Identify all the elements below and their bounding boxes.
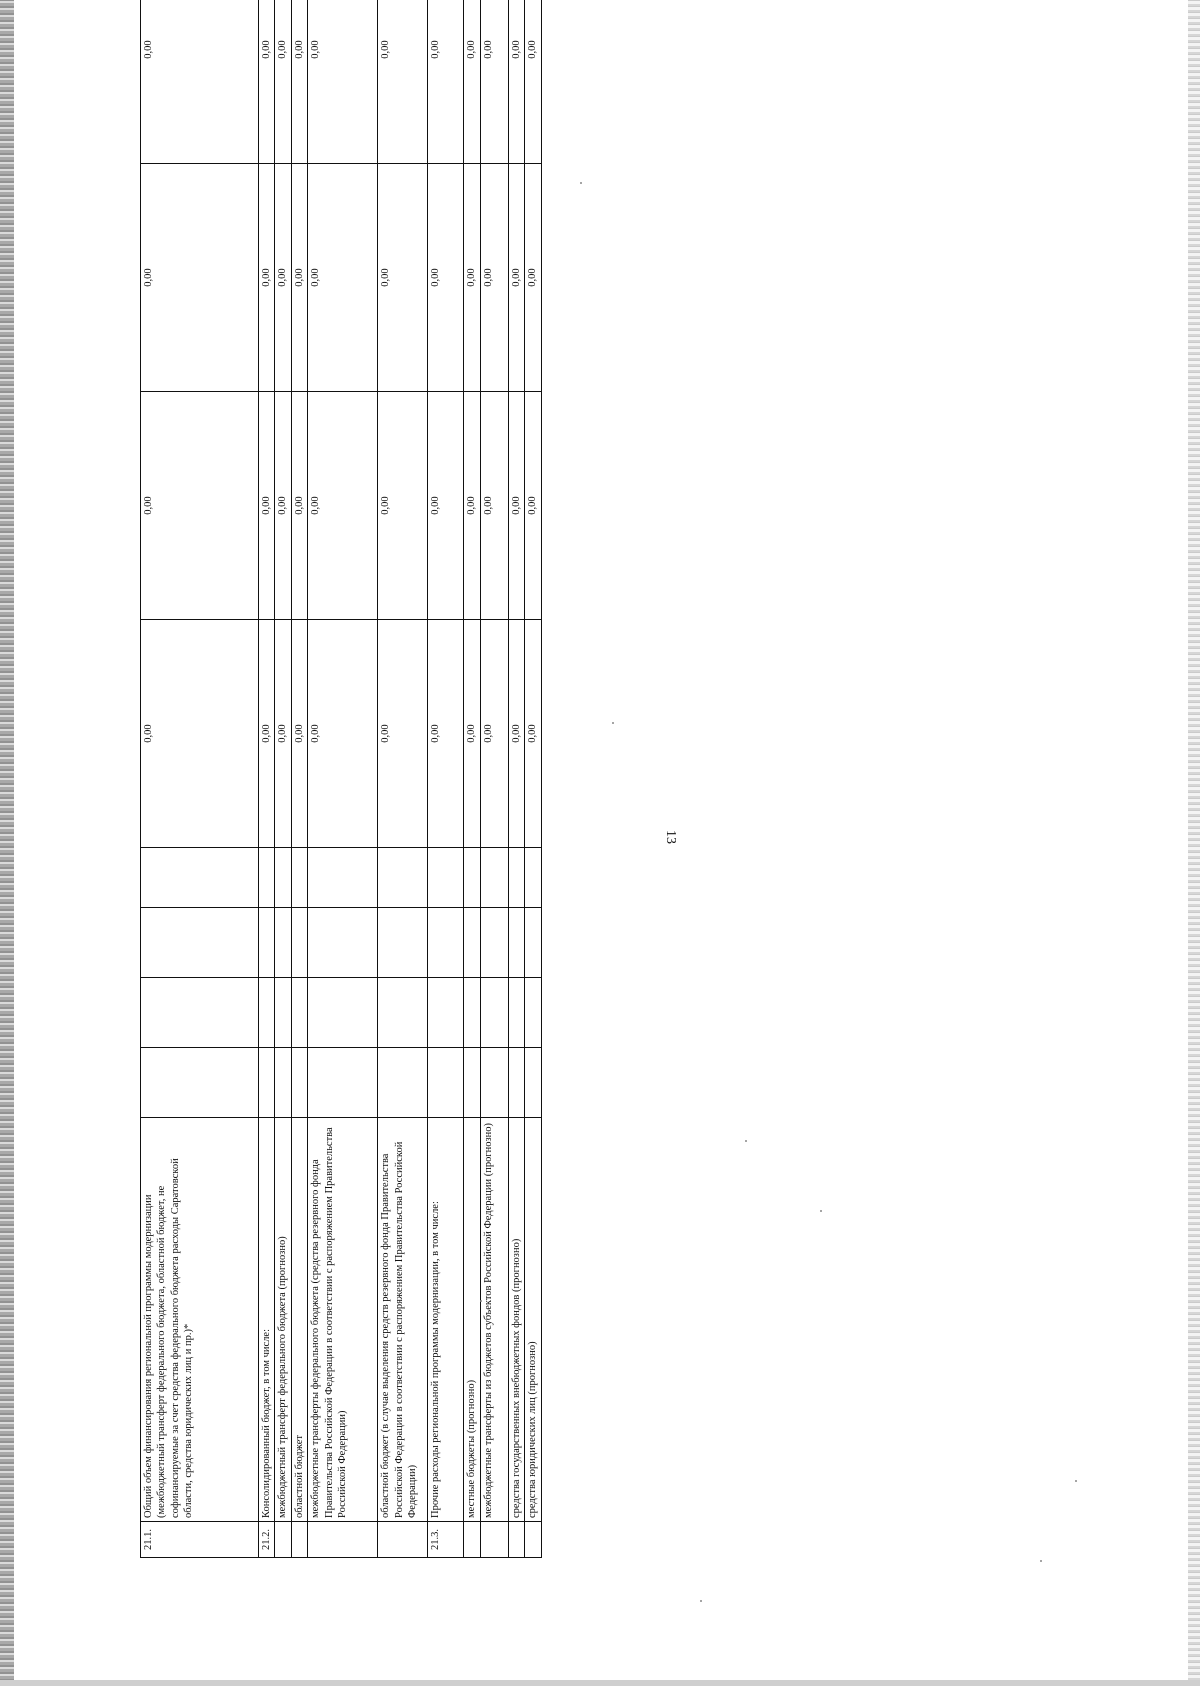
empty-cell (464, 1048, 480, 1118)
table-row (464, 0, 480, 1558)
table-row (291, 0, 307, 1558)
value-cell: 0,00 (428, 0, 464, 164)
empty-cell (291, 1048, 307, 1118)
row-label-cell: Общий объем финансирования региональной программы модернизации (межбюджетный трансферт федерального бюджета, областной бюджет, не софинансируемые за счет средства федерального бюджета расходы Саратовской области, средства юридических лиц и пр.)* (141, 1118, 259, 1522)
value-cell: 0,00 (525, 0, 541, 164)
value-cell: 0,00 (291, 0, 307, 164)
empty-cell (275, 1048, 291, 1118)
empty-cell (428, 1048, 464, 1118)
empty-cell (378, 1048, 428, 1118)
table-row (378, 0, 428, 1558)
empty-cell (480, 908, 508, 978)
empty-cell (141, 978, 259, 1048)
empty-cell (428, 978, 464, 1048)
value-cell: 0,00 (464, 392, 480, 620)
empty-cell (275, 978, 291, 1048)
table-row (141, 0, 259, 1558)
empty-cell (275, 908, 291, 978)
empty-cell (428, 908, 464, 978)
empty-cell (508, 908, 524, 978)
table-row (525, 0, 541, 1558)
empty-cell (291, 978, 307, 1048)
value-cell: 0,00 (480, 620, 508, 848)
value-cell: 0,00 (378, 392, 428, 620)
value-cell: 0,00 (508, 0, 524, 164)
scan-speck (580, 182, 582, 184)
row-number-cell (291, 1522, 307, 1558)
value-cell: 0,00 (480, 0, 508, 164)
empty-cell (259, 848, 275, 908)
row-number-cell (508, 1522, 524, 1558)
value-cell: 0,00 (464, 0, 480, 164)
value-cell: 0,00 (291, 392, 307, 620)
scan-speck (700, 1600, 702, 1602)
empty-cell (480, 1048, 508, 1118)
value-cell: 0,00 (141, 0, 259, 164)
row-number-cell (308, 1522, 378, 1558)
financing-table (140, 0, 542, 1558)
value-cell: 0,00 (308, 0, 378, 164)
row-number-cell (464, 1522, 480, 1558)
value-cell: 0,00 (259, 164, 275, 392)
table-row (259, 0, 275, 1558)
row-label-cell: местные бюджеты (прогнозно) (464, 1118, 480, 1522)
value-cell: 0,00 (275, 164, 291, 392)
value-cell: 0,00 (378, 620, 428, 848)
empty-cell (259, 1048, 275, 1118)
value-cell: 0,00 (275, 620, 291, 848)
row-number-cell (480, 1522, 508, 1558)
value-cell: 0,00 (259, 392, 275, 620)
empty-cell (525, 978, 541, 1048)
row-label-cell: межбюджетные трансферты из бюджетов субъектов Российской Федерации (прогнозно) (480, 1118, 508, 1522)
row-number-cell: 21.3. (428, 1522, 464, 1558)
value-cell: 0,00 (464, 620, 480, 848)
empty-cell (308, 908, 378, 978)
value-cell: 0,00 (308, 620, 378, 848)
value-cell: 0,00 (428, 392, 464, 620)
scan-speck (612, 722, 614, 724)
value-cell: 0,00 (508, 164, 524, 392)
row-label-cell: средства государственных внебюджетных фондов (прогнозно) (508, 1118, 524, 1522)
value-cell: 0,00 (480, 164, 508, 392)
scan-edge-right (1188, 0, 1200, 1686)
empty-cell (480, 978, 508, 1048)
row-number-cell (525, 1522, 541, 1558)
value-cell: 0,00 (378, 164, 428, 392)
row-number-cell: 21.1. (141, 1522, 259, 1558)
empty-cell (291, 908, 307, 978)
empty-cell (141, 908, 259, 978)
empty-cell (308, 978, 378, 1048)
value-cell: 0,00 (525, 392, 541, 620)
row-number-cell: 21.2. (259, 1522, 275, 1558)
value-cell: 0,00 (525, 620, 541, 848)
value-cell: 0,00 (275, 0, 291, 164)
row-label-cell: Прочие расходы региональной программы модернизации, в том числе: (428, 1118, 464, 1522)
scan-speck (820, 1210, 822, 1212)
empty-cell (378, 908, 428, 978)
empty-cell (508, 1048, 524, 1118)
empty-cell (480, 848, 508, 908)
row-number-cell (275, 1522, 291, 1558)
value-cell: 0,00 (508, 620, 524, 848)
value-cell: 0,00 (508, 392, 524, 620)
scan-speck (480, 1300, 482, 1302)
value-cell: 0,00 (141, 392, 259, 620)
value-cell: 0,00 (464, 164, 480, 392)
empty-cell (291, 848, 307, 908)
scan-edge-left (0, 0, 14, 1686)
empty-cell (464, 978, 480, 1048)
empty-cell (464, 908, 480, 978)
empty-cell (259, 908, 275, 978)
empty-cell (378, 978, 428, 1048)
table-row (308, 0, 378, 1558)
empty-cell (378, 848, 428, 908)
empty-cell (508, 978, 524, 1048)
page-number: 13 (663, 830, 678, 844)
row-label-cell: средства юридических лиц (прогнозно) (525, 1118, 541, 1522)
empty-cell (525, 908, 541, 978)
row-label-cell: областной бюджет (в случае выделения средств резервного фонда Правительства Российской Федерации в соответствии с распоряжением Правительства Российской Федерации) (378, 1118, 428, 1522)
value-cell: 0,00 (291, 620, 307, 848)
scan-speck (745, 1140, 747, 1142)
value-cell: 0,00 (291, 164, 307, 392)
table-row (428, 0, 464, 1558)
empty-cell (525, 1048, 541, 1118)
value-cell: 0,00 (259, 620, 275, 848)
value-cell: 0,00 (259, 0, 275, 164)
row-number-cell (378, 1522, 428, 1558)
value-cell: 0,00 (428, 164, 464, 392)
row-label-cell: Консолидированный бюджет, в том числе: (259, 1118, 275, 1522)
empty-cell (464, 848, 480, 908)
empty-cell (508, 848, 524, 908)
table-row (275, 0, 291, 1558)
table-row (480, 0, 508, 1558)
value-cell: 0,00 (275, 392, 291, 620)
value-cell: 0,00 (480, 392, 508, 620)
value-cell: 0,00 (308, 164, 378, 392)
table-row (508, 0, 524, 1558)
empty-cell (525, 848, 541, 908)
scan-speck (1040, 1560, 1042, 1562)
scan-speck (1075, 1480, 1077, 1482)
value-cell: 0,00 (141, 620, 259, 848)
value-cell: 0,00 (428, 620, 464, 848)
financing-table-container (140, 40, 539, 1558)
empty-cell (308, 848, 378, 908)
empty-cell (141, 1048, 259, 1118)
empty-cell (141, 848, 259, 908)
empty-cell (308, 1048, 378, 1118)
row-label-cell: межбюджетные трансферты федерального бюджета (средства резервного фонда Правительства Российской Федерации в соответствии с распоряжением Правительства Российской Федерации) (308, 1118, 378, 1522)
value-cell: 0,00 (378, 0, 428, 164)
empty-cell (275, 848, 291, 908)
empty-cell (428, 848, 464, 908)
value-cell: 0,00 (141, 164, 259, 392)
empty-cell (259, 978, 275, 1048)
row-label-cell: межбюджетный трансферт федерального бюджета (прогнозно) (275, 1118, 291, 1522)
value-cell: 0,00 (308, 392, 378, 620)
row-label-cell: областной бюджет (291, 1118, 307, 1522)
scan-edge-bottom (0, 1680, 1200, 1686)
value-cell: 0,00 (525, 164, 541, 392)
